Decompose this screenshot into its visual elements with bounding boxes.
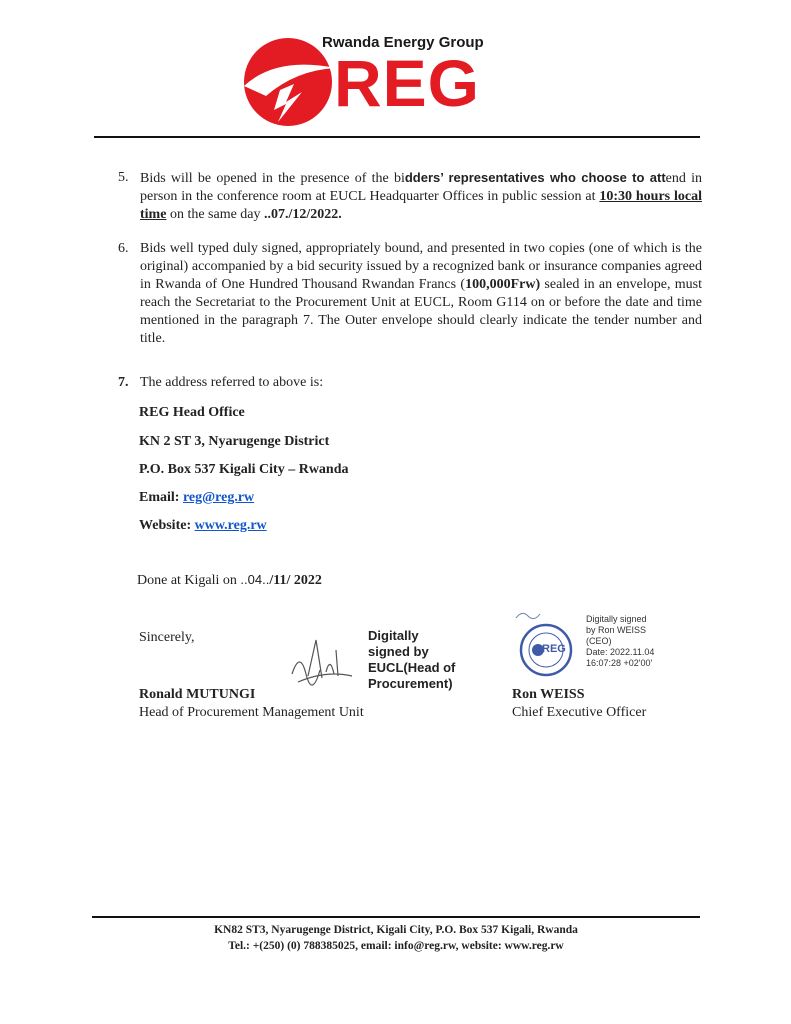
sincerely: Sincerely, bbox=[139, 630, 195, 645]
logo-wordmark: REG bbox=[334, 46, 481, 120]
digital-signature-left bbox=[368, 628, 458, 692]
seal-text: REG bbox=[542, 643, 566, 655]
paragraph-text bbox=[140, 169, 702, 224]
paragraph-text: The address referred to above is: bbox=[140, 375, 324, 390]
digital-signature-right bbox=[586, 614, 686, 669]
done-prefix: Done at Kigali on bbox=[137, 573, 241, 588]
done-day: ..04.. bbox=[240, 572, 270, 587]
paragraph-number: 6. bbox=[118, 241, 129, 256]
signatory-name-left: Ronald MUTUNGI bbox=[139, 687, 256, 702]
address-line-1: REG Head Office bbox=[139, 405, 245, 420]
digital-line: Procurement) bbox=[368, 676, 453, 691]
text-run: Bids well typed duly signed, appropriately bound, and presented in two copies (one of which is the original) accompanied by a bid security issued by a recognized bank or insurance companies agreed in Rwanda of One Hundred Thousand Rwandan Francs ( bbox=[140, 241, 702, 292]
opening-time: 10:30 hours local time bbox=[140, 189, 703, 222]
address-email bbox=[139, 490, 254, 506]
address-line-2: KN 2 ST 3, Nyarugenge District bbox=[139, 434, 330, 449]
text-run: on the same day bbox=[166, 207, 265, 222]
signatory-title-left: Head of Procurement Management Unit bbox=[139, 705, 364, 720]
organization-name: Rwanda Energy Group bbox=[322, 34, 484, 51]
company-seal bbox=[512, 606, 580, 678]
text-run-bold: dders’ representatives who choose to att bbox=[404, 170, 666, 185]
email-label: Email: bbox=[139, 490, 183, 505]
footer-divider bbox=[92, 916, 700, 918]
paragraph-number: 5. bbox=[118, 170, 129, 185]
text-run: sealed in an envelope, must reach the Secretariat to the Procurement Unit at EUCL, Room G114 on or before the date and time mentioned in the paragraph 7. The Outer envelope should clearly indicate the tender number and title. bbox=[140, 277, 703, 346]
signatory-name-right: Ron WEISS bbox=[512, 687, 585, 702]
header-divider bbox=[94, 136, 700, 138]
handwritten-signature-icon bbox=[286, 630, 358, 690]
paragraph-number: 7. bbox=[118, 375, 129, 390]
footer-contact: Tel.: +(250) (0) 788385025, email: info@reg.rw, website: www.reg.rw bbox=[228, 940, 564, 952]
digital-line: Digitally bbox=[368, 628, 419, 643]
done-at-line bbox=[137, 572, 322, 589]
website-label: Website: bbox=[139, 518, 195, 533]
signatory-title-right: Chief Executive Officer bbox=[512, 705, 647, 720]
footer-address: KN82 ST3, Nyarugenge District, Kigali City, P.O. Box 537 Kigali, Rwanda bbox=[214, 924, 578, 936]
address-website bbox=[139, 518, 267, 534]
opening-date: ..07./12/2022. bbox=[264, 207, 342, 222]
digital-line: Digitally signed bbox=[586, 614, 647, 624]
paragraph-text bbox=[140, 240, 702, 348]
digital-line: (CEO) bbox=[586, 636, 612, 646]
website-link[interactable]: www.reg.rw bbox=[194, 518, 267, 533]
digital-line: 16:07:28 +02'00' bbox=[586, 658, 653, 668]
seal-stamp-icon bbox=[512, 606, 580, 678]
digital-line: Date: 2022.11.04 bbox=[586, 647, 655, 657]
address-line-3: P.O. Box 537 Kigali City – Rwanda bbox=[139, 462, 349, 477]
digital-line: EUCL(Head of bbox=[368, 660, 456, 675]
bid-security-amount: 100,000Frw) bbox=[465, 277, 541, 292]
text-run: Bids will be opened in the presence of the bi bbox=[140, 171, 405, 186]
done-date: /11/ 2022 bbox=[269, 573, 322, 588]
digital-line: signed by bbox=[368, 644, 429, 659]
text-run: end in person in the conference room at EUCL Headquarter Offices in public session at bbox=[140, 171, 702, 204]
digital-line: by Ron WEISS bbox=[586, 625, 647, 635]
reg-logo bbox=[236, 26, 486, 126]
email-link[interactable]: reg@reg.rw bbox=[182, 490, 255, 505]
